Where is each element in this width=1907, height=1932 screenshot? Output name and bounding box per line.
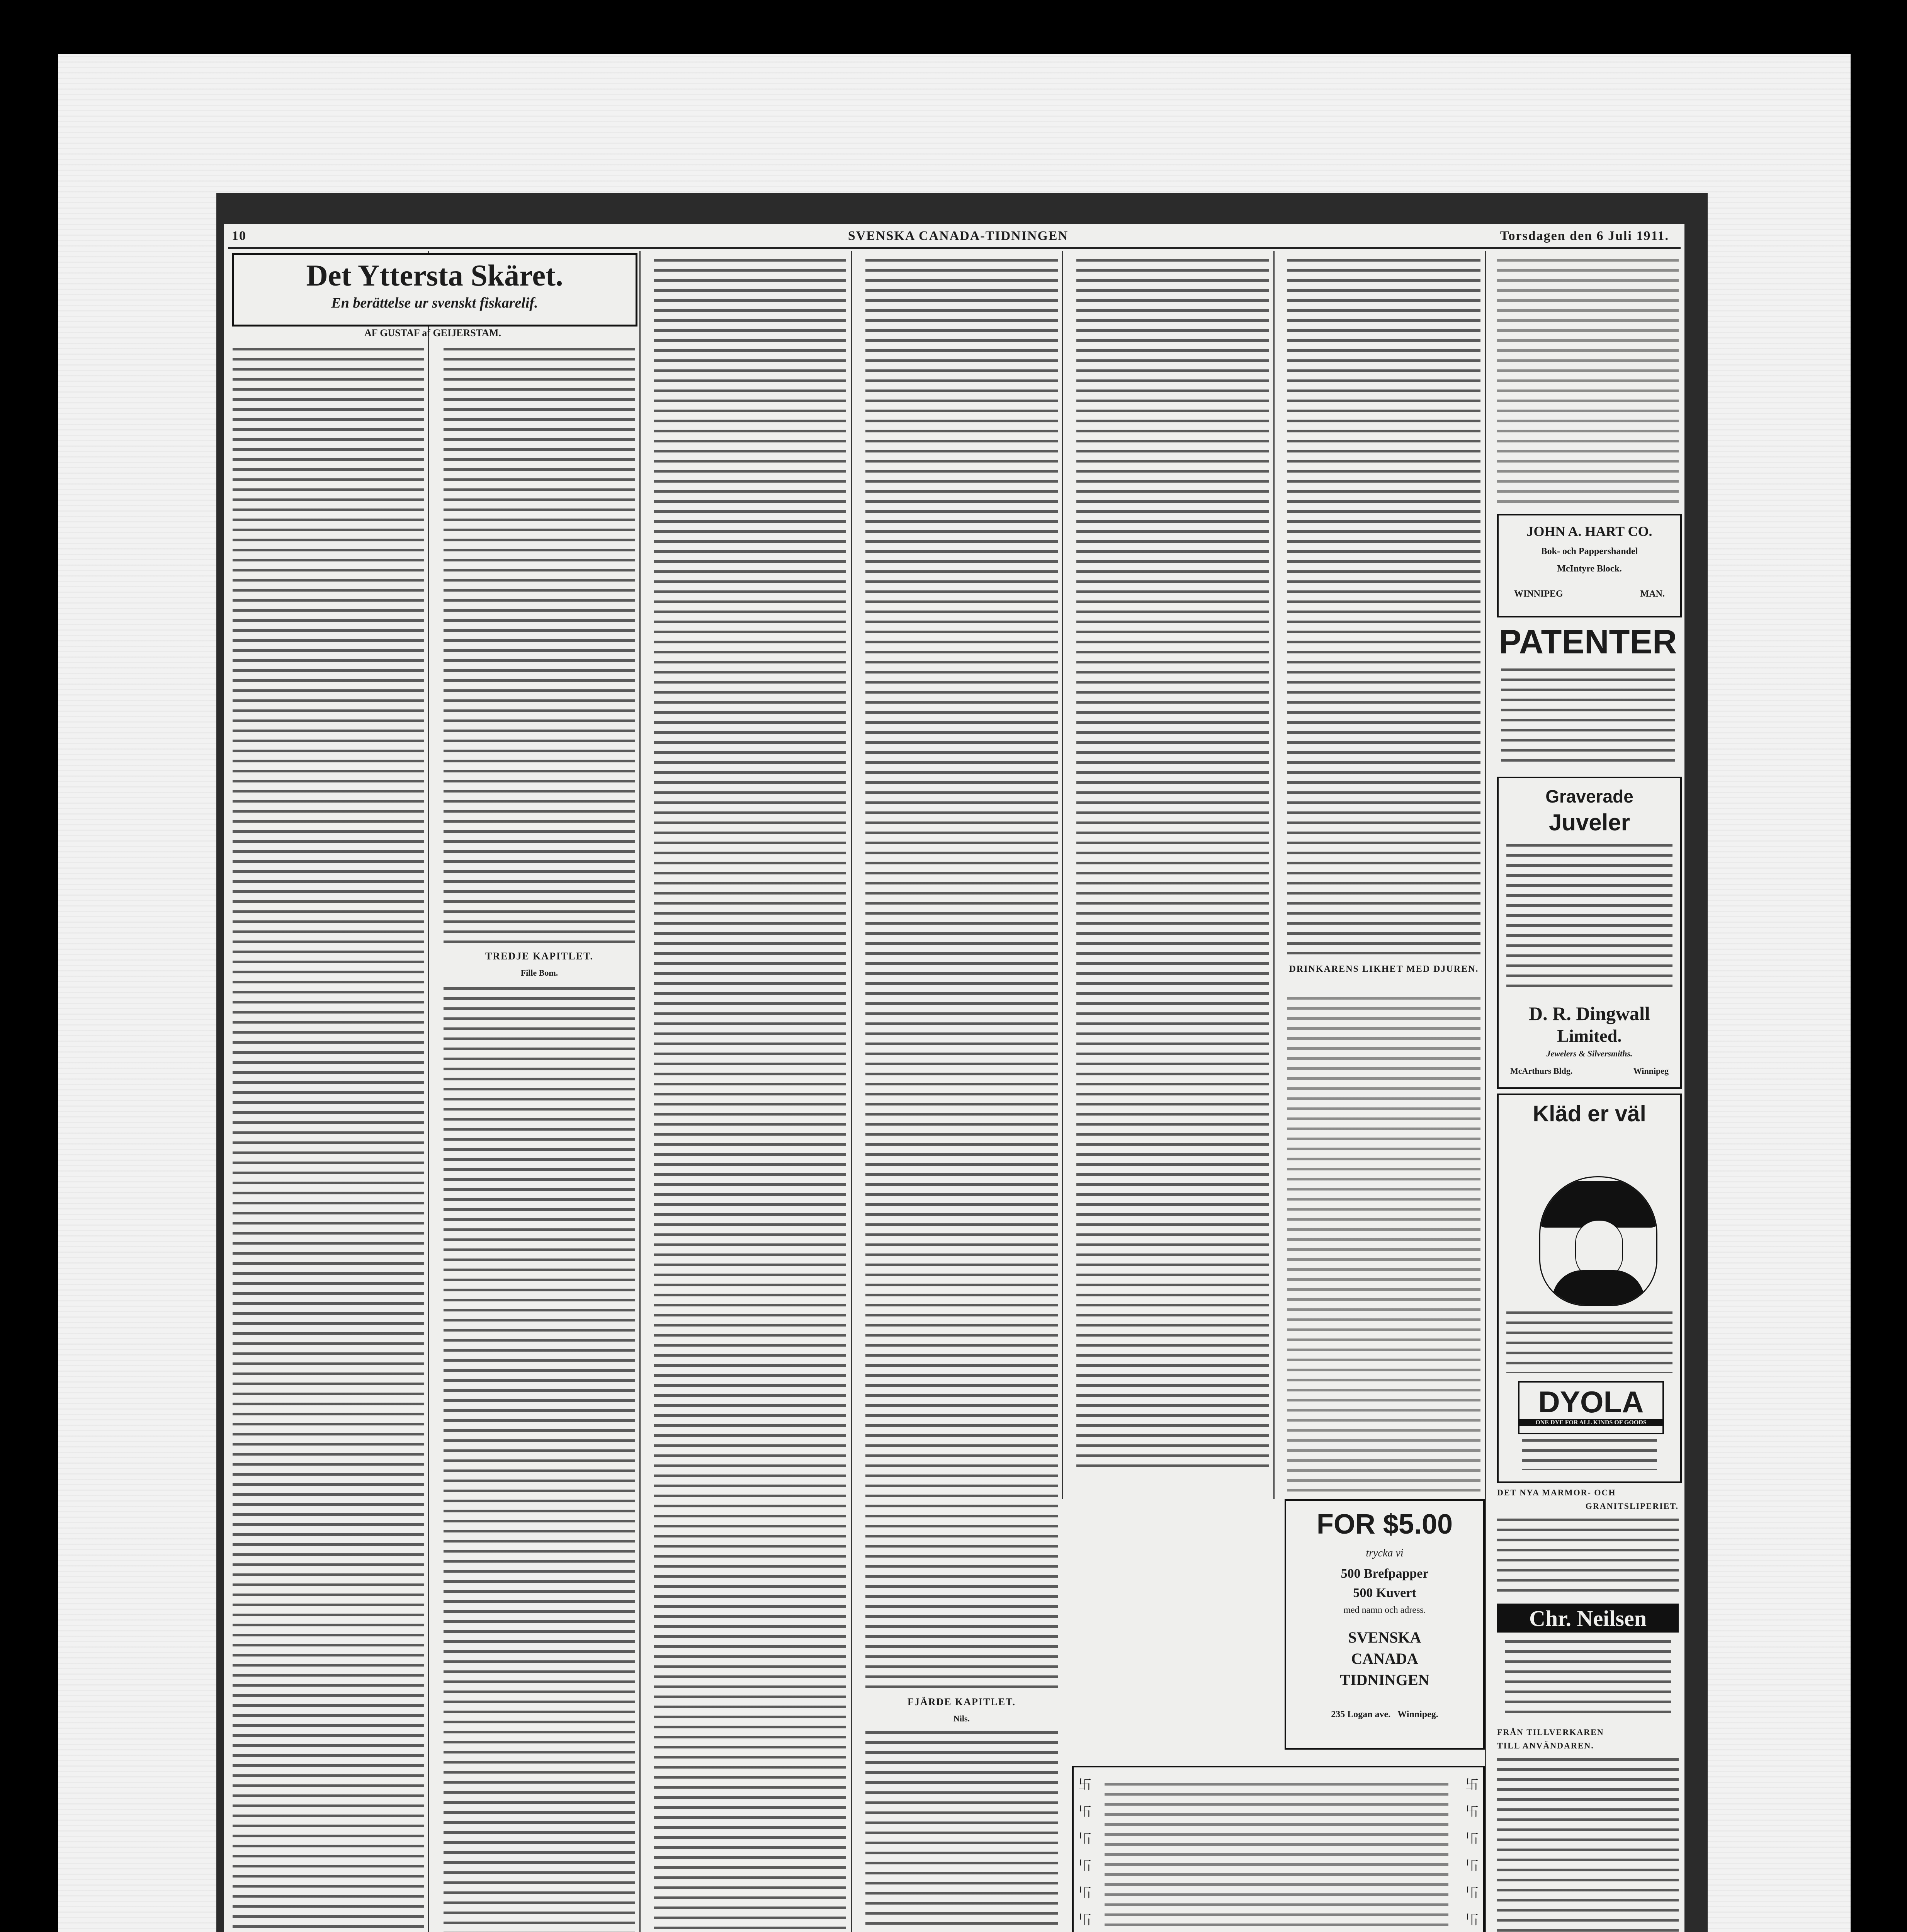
article-body [1287, 997, 1480, 1492]
juveler-title-2: Juveler [1548, 810, 1630, 835]
juveler-city: Winnipeg [1633, 1066, 1669, 1076]
story-column-3 [654, 259, 846, 1932]
column-rule [851, 251, 852, 1932]
brefpapper-city: Winnipeg. [1397, 1709, 1438, 1719]
story-header [224, 253, 641, 346]
brefpapper-line1: trycka vi [1366, 1547, 1404, 1559]
brefpapper-pub2: CANADA [1351, 1650, 1418, 1667]
story-column-4a [865, 259, 1058, 1689]
chapter-4-subtitle: Nils. [953, 1714, 970, 1723]
patenter-title: PATENTER [1499, 622, 1677, 661]
story-column-2a [444, 348, 635, 943]
hart-ad [1497, 514, 1682, 617]
hart-province: MAN. [1640, 589, 1665, 599]
issue-date: Torsdagen den 6 Juli 1911. [1500, 229, 1669, 243]
story-column-6 [1287, 259, 1480, 954]
newspaper-page [224, 224, 1684, 1932]
brefpapper-headline: FOR $5.00 [1316, 1509, 1453, 1540]
juveler-firm-2: Limited. [1557, 1026, 1622, 1046]
brefpapper-ad [1285, 1499, 1485, 1750]
column-rule [1062, 251, 1063, 1499]
klad-body [1506, 1311, 1672, 1373]
column-rule [1485, 251, 1486, 1932]
walch-land-ad [1072, 1766, 1485, 1932]
brefpapper-pub1: SVENSKA [1348, 1629, 1421, 1646]
dyola-logo-box [1518, 1381, 1664, 1434]
klad-title: Kläd er väl [1533, 1101, 1646, 1126]
juveler-ad [1497, 777, 1682, 1089]
story-byline: AF GUSTAF af GEIJERSTAM. [364, 327, 501, 338]
brefpapper-line3: 500 Kuvert [1353, 1586, 1416, 1600]
neilsen-ad [1497, 1604, 1679, 1719]
brefpapper-line4: med namn och adress. [1343, 1605, 1426, 1615]
paper-name: SVENSKA CANADA-TIDNINGEN [848, 229, 1069, 243]
coat-shape [1552, 1270, 1645, 1306]
column-rule [428, 251, 429, 1932]
chapter-3-title: TREDJE KAPITLET. [485, 951, 593, 962]
hart-city: WINNIPEG [1514, 589, 1563, 599]
juveler-address: McArthurs Bldg. [1510, 1066, 1573, 1076]
marmor-title-1: DET NYA MARMOR- OCH [1497, 1488, 1616, 1497]
klad-er-val-ad [1497, 1094, 1682, 1483]
article-title: DRINKARENS LIKHET MED DJUREN. [1289, 964, 1479, 974]
skor-title-1: FRÅN TILLVERKAREN [1497, 1727, 1604, 1737]
column-rule [639, 251, 641, 1932]
story-title: Det Yttersta Skäret. [306, 259, 563, 292]
chapter-4-title: FJÄRDE KAPITLET. [908, 1696, 1016, 1708]
juveler-price-list [1506, 844, 1672, 995]
story-headline-box [232, 253, 637, 327]
head-rule [228, 247, 1681, 249]
story-subtitle: En berättelse ur svenskt fiskarelif. [331, 295, 538, 311]
marmor-title-2: GRANITSLIPERIET. [1585, 1501, 1679, 1511]
ornament-border-right: 卐 卐 卐 卐 卐 卐 [1465, 1777, 1479, 1928]
juveler-title-1: Graverade [1545, 786, 1633, 806]
brefpapper-pub3: TIDNINGEN [1340, 1671, 1429, 1689]
story-column-1 [233, 348, 424, 1932]
neilsen-body [1505, 1640, 1671, 1718]
patenter-body [1501, 668, 1675, 765]
ad-column-intro [1497, 259, 1679, 506]
dyola-tagline: ONE DYE FOR ALL KINDS OF GOODS [1519, 1419, 1662, 1426]
woman-portrait-illustration [1539, 1176, 1657, 1306]
juveler-firm-3: Jewelers & Silversmiths. [1546, 1049, 1633, 1058]
column-rule [1273, 251, 1275, 1499]
brefpapper-street: 235 Logan ave. [1331, 1709, 1391, 1719]
hart-name: JOHN A. HART CO. [1526, 524, 1652, 539]
dyola-brand: DYOLA [1538, 1385, 1644, 1419]
skor-body [1497, 1758, 1679, 1932]
story-column-4b [865, 1731, 1058, 1932]
story-column-5 [1076, 259, 1269, 1472]
brefpapper-line2: 500 Brefpapper [1341, 1566, 1429, 1581]
neilsen-name: Chr. Neilsen [1529, 1606, 1647, 1631]
page-number: 10 [232, 229, 246, 243]
juveler-firm-1: D. R. Dingwall [1529, 1003, 1650, 1024]
walch-ad-body [1105, 1783, 1448, 1932]
chapter-3-subtitle: Fille Bom. [520, 968, 558, 978]
hart-line1: Bok- och Pappershandel [1541, 546, 1638, 556]
story-column-2b [444, 987, 635, 1932]
marmor-body [1497, 1519, 1679, 1596]
skor-title-2: TILL ANVÄNDAREN. [1497, 1741, 1594, 1750]
brefpapper-address [1286, 1709, 1483, 1720]
ornament-border-left: 卐 卐 卐 卐 卐 卐 [1078, 1777, 1091, 1928]
hart-line2: McIntyre Block. [1557, 564, 1622, 574]
patenter-ad [1497, 622, 1679, 769]
klad-footer [1522, 1439, 1657, 1470]
